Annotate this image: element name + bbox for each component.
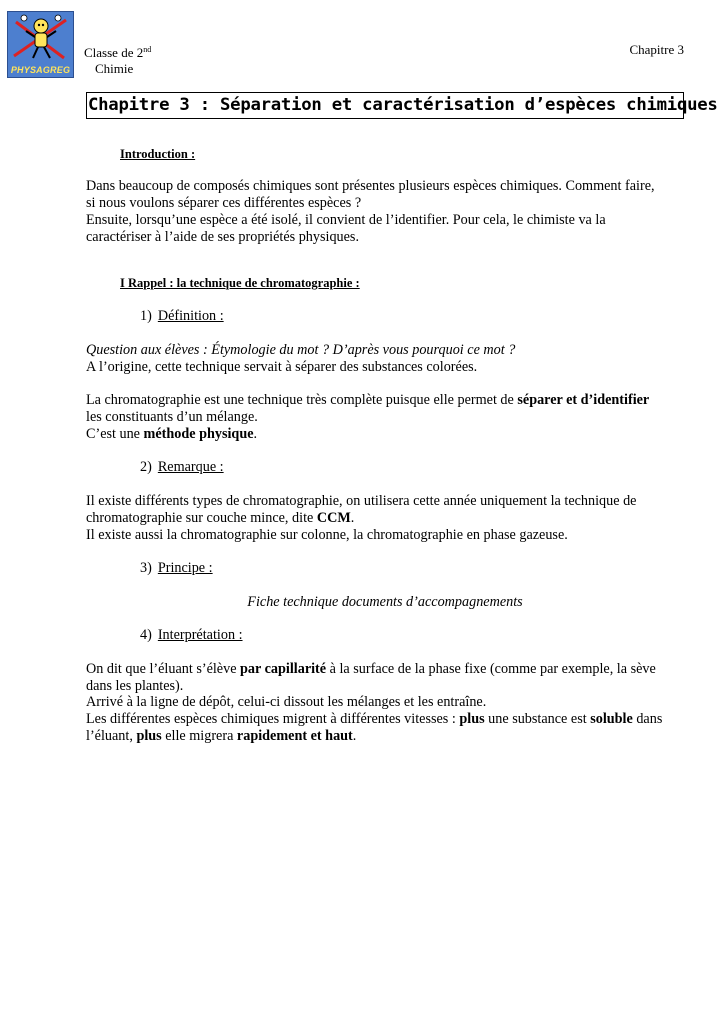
remark-line-2 [86,510,686,527]
class-label: Classe de 2 [84,45,144,60]
bold-run: CCM [316,510,351,526]
physagreg-logo [7,11,74,78]
principle-note: Fiche technique documents d’accompagnements [247,594,523,610]
mascot-icon [8,12,73,64]
definition-subheading [140,308,224,325]
text-run: . [352,728,357,744]
intro-line-4: caractériser à l’aide de ses propriétés physiques. [86,229,359,245]
text-run: C’est une [86,426,144,442]
text-run: La chromatographie est une technique très complète puisque elle permet de [86,392,518,408]
logo-text: PHYSAGREG [10,65,71,75]
definition-title: Définition : [157,308,224,324]
remark-num: 2) [140,459,152,475]
definition-num: 1) [140,308,152,324]
intro-heading: Introduction : [120,147,196,161]
definition-line-2 [86,392,686,409]
definition-line-3: les constituants d’un mélange. [86,409,258,425]
intro-line-3: Ensuite, lorsqu’une espèce a été isolé, il convient de l’identifier. Pour cela, le chimiste va la [86,212,606,228]
interpretation-line-5 [86,728,686,745]
class-sup: nd [143,45,152,54]
interpretation-line-2: dans les plantes). [86,678,184,694]
chapter-label: Chapitre 3 [629,42,684,57]
title-box [86,92,718,119]
text-run: Les différentes espèces chimiques migrent à différentes vitesses : [86,711,460,727]
interpretation-num: 4) [140,627,152,643]
remark-line-3: Il existe aussi la chromatographie sur colonne, la chromatographie en phase gazeuse. [86,527,568,543]
definition-line-1: A l’origine, cette technique servait à séparer des substances colorées. [86,359,478,375]
page-title: Chapitre 3 : Séparation et caractérisation d’espèces chimiques [88,95,718,115]
text-run: . [350,510,355,526]
bold-run: par capillarité [240,661,327,677]
text-run: à la surface de la phase fixe (comme par exemple, la sève [326,661,656,677]
interpretation-line-1 [86,661,686,678]
bold-run: soluble [590,711,633,727]
definition-question: Question aux élèves : Étymologie du mot ? D’après vous pourquoi ce mot ? [86,342,516,358]
text-run: elle migrera [161,728,237,744]
remark-title: Remarque : [157,459,224,475]
bold-run: séparer et d’identifier [517,392,650,408]
bold-run: méthode physique [143,426,254,442]
subject-label: Chimie [95,61,134,76]
text-run: l’éluant, [86,728,137,744]
interpretation-title: Interprétation : [157,627,243,643]
definition-line-4 [86,426,686,443]
text-run: une substance est [484,711,591,727]
intro-line-1: Dans beaucoup de composés chimiques sont présentes plusieurs espèces chimiques. Comment faire, [86,178,655,194]
text-run: On dit que l’éluant s’élève [86,661,241,677]
remark-line-1: Il existe différents types de chromatographie, on utilisera cette année uniquement la technique de [86,493,637,509]
section-heading: I Rappel : la technique de chromatographie : [120,276,360,290]
interpretation-line-3: Arrivé à la ligne de dépôt, celui-ci dissout les mélanges et les entraîne. [86,694,487,710]
text-run: . [253,426,258,442]
interpretation-subheading [140,627,243,644]
principle-title: Principe : [157,560,213,576]
text-run: dans [632,711,663,727]
class-info [84,42,151,77]
principle-subheading [140,560,213,577]
bold-run: plus [136,728,162,744]
bold-run: rapidement et haut [236,728,353,744]
interpretation-line-4 [86,711,686,728]
text-run: chromatographie sur couche mince, dite [86,510,317,526]
bold-run: plus [459,711,485,727]
intro-line-2: si nous voulons séparer ces différentes espèces ? [86,195,362,211]
principle-num: 3) [140,560,152,576]
remark-subheading [140,459,224,476]
